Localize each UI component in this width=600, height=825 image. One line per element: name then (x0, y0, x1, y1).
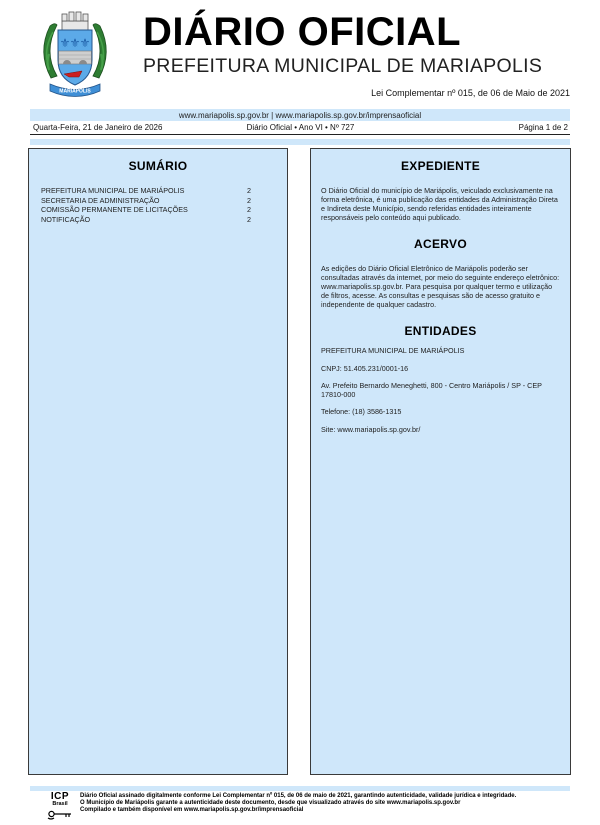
law-reference: Lei Complementar nº 015, de 06 de Maio de 2021 (371, 88, 570, 98)
digital-signature-notice (80, 792, 516, 813)
entity-site: Site: www.mariapolis.sp.gov.br/ (321, 424, 421, 434)
svg-text:⚜: ⚜ (59, 36, 71, 50)
key-icon (47, 810, 73, 820)
expediente-title: EXPEDIENTE (400, 159, 481, 173)
urls-bar: www.mariapolis.sp.gov.br | www.mariapolis.sp.gov.br/imprensaoficial (30, 109, 570, 121)
summary-title: SUMÁRIO (128, 159, 188, 173)
coat-of-arms-caption: MARIÁPOLIS (59, 88, 91, 95)
summary-item-label: SECRETARIA DE ADMINISTRAÇÃO (41, 195, 160, 205)
coat-of-arms-icon (35, 8, 115, 100)
summary-item-label: NOTIFICAÇÃO (41, 214, 91, 224)
summary-item (41, 215, 251, 225)
svg-text:⚜: ⚜ (79, 36, 91, 50)
entity-name: PREFEITURA MUNICIPAL DE MARIÁPOLIS (321, 346, 465, 355)
icp-brasil-logo (40, 792, 80, 824)
signature-line-1: Diário Oficial assinado digitalmente conforme Lei Complementar nº 015, de 06 de maio de 2021, garantindo autenticidade, validade jurídica e integridade. (80, 793, 517, 799)
signature-line-2: O Município de Mariápolis garante a autenticidade deste documento, desde que visualizado através do site www.mariapolis.sp.gov.br (80, 799, 461, 806)
summary-item (41, 196, 251, 206)
entity-address: Av. Prefeito Bernardo Meneghetti, 800 - Centro Mariápolis / SP - CEP 17810-000 (321, 381, 542, 399)
divider-bar (30, 139, 570, 145)
summary-item-page: 2 (247, 195, 251, 205)
page-indicator: Página 1 de 2 (518, 123, 568, 132)
expediente-box (310, 148, 571, 775)
summary-list (29, 186, 287, 224)
page-title: DIÁRIO OFICIAL (143, 10, 462, 54)
summary-item-label: PREFEITURA MUNICIPAL DE MARIÁPOLIS (41, 186, 185, 195)
summary-item-label: COMISSÃO PERMANENTE DE LICITAÇÕES (41, 205, 188, 214)
acervo-title: ACERVO (414, 237, 467, 251)
expediente-text: O Diário Oficial do município de Mariápolis, veiculado exclusivamente na forma eletrônica, é uma publicação das entidades da Administração Direta e Indireta deste Município, sendo referidas entidades inteiramente responsáveis pelo conteúdo aqui publicado. (321, 186, 558, 222)
entity-phone: Telefone: (18) 3586-1315 (321, 407, 402, 416)
summary-box (28, 148, 288, 775)
footer (40, 792, 570, 824)
summary-item-page: 2 (247, 214, 251, 224)
icp-brasil-logo-subtext: Brasil (52, 801, 68, 807)
acervo-text: As edições do Diário Oficial Eletrônico de Mariápolis poderão ser consultadas através da internet, por meio do seguinte endereço eletrônico: www.mariapolis.sp.gov.br. Para pesquisa por qualquer termo e utilização de filtros, acesse. As consultas e pesquisas são de acesso gratuito e independente de qualquer cadastro. (321, 264, 560, 309)
city-coat-of-arms (35, 8, 115, 100)
edition-number: Diário Oficial • Ano VI • Nº 727 (246, 123, 355, 132)
summary-item (41, 205, 251, 215)
summary-item (41, 186, 251, 196)
icp-brasil-logo-text: ICP (50, 791, 70, 802)
entidades-title: ENTIDADES (404, 324, 477, 338)
edition-info-row (30, 121, 570, 135)
signature-line-3: Compilado e também disponível em www.mariapolis.sp.gov.br/imprensaoficial (80, 806, 304, 813)
footer-divider-bar (30, 786, 570, 791)
svg-text:⚜: ⚜ (69, 36, 81, 50)
edition-date: Quarta-Feira, 21 de Janeiro de 2026 (33, 123, 163, 132)
masthead (143, 10, 573, 77)
summary-item-page: 2 (247, 186, 251, 195)
summary-item-page: 2 (247, 205, 251, 214)
entity-cnpj: CNPJ: 51.405.231/0001-16 (321, 363, 409, 373)
page-subtitle: PREFEITURA MUNICIPAL DE MARIAPOLIS (143, 55, 543, 77)
